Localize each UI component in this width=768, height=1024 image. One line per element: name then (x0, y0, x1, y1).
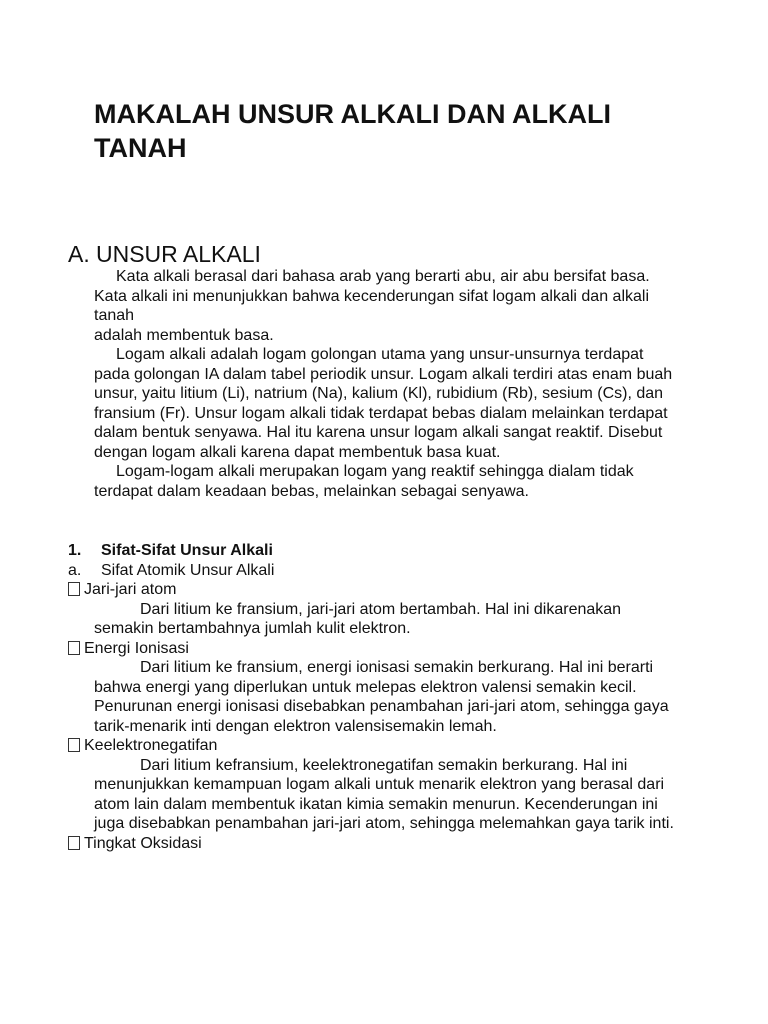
bullet-box-icon (68, 641, 80, 655)
intro-paragraph: Logam-logam alkali merupakan logam yang reaktif sehingga dialam tidak terdapat dalam keadaan bebas, melainkan sebagai senyawa. (94, 463, 634, 500)
subsection-heading-text: Sifat-Sifat Unsur Alkali (101, 542, 273, 559)
intro-paragraph: Kata alkali berasal dari bahasa arab yang berarti abu, air abu bersifat basa. (116, 268, 650, 285)
property-label: Energi Ionisasi (84, 639, 189, 657)
subsubsection-heading-text: Sifat Atomik Unsur Alkali (101, 561, 275, 579)
property-text: Dari litium ke fransium, energi ionisasi semakin berkurang. Hal ini berarti bahwa energi yang diperlukan untuk melepas elektron valensi semakin kecil. Penurunan energi ionisasi disebabkan penambahan jari-jari atom, sehingga gaya tarik-menarik inti dengan elektron valensisemakin lemah. (94, 659, 669, 735)
section-marker: A. (68, 241, 90, 267)
property-label: Keelektronegatifan (84, 737, 218, 754)
section-heading (68, 240, 261, 268)
intro-paragraph: Kata alkali ini menunjukkan bahwa kecenderungan sifat logam alkali dan alkali tanah (94, 287, 650, 324)
subsection-marker: 1. (68, 542, 82, 559)
section-heading-text: UNSUR ALKALI (96, 241, 261, 267)
property-label-row (68, 639, 680, 659)
property-label-row (68, 580, 680, 600)
subsubsection-marker: a. (68, 561, 82, 579)
subsection-heading (68, 541, 680, 561)
properties-list (68, 541, 680, 853)
intro-paragraph: adalah membentuk basa. (94, 326, 274, 344)
property-label: Tingkat Oksidasi (84, 834, 202, 852)
property-text: Dari litium kefransium, keelektronegatifan semakin berkurang. Hal ini menunjukkan kemampuan logam alkali untuk menarik elektron yang berasal dari atom lain dalam membentuk ikatan kimia semakin menurun. Kecenderungan ini juga disebabkan penambahan jari-jari atom, sehingga melemahkan gaya tarik inti. (94, 756, 674, 832)
subsubsection-heading (68, 561, 680, 581)
property-label-row (68, 736, 680, 756)
document-title: MAKALAH UNSUR ALKALI DAN ALKALI TANAH (94, 99, 611, 163)
intro-paragraph: Logam alkali adalah logam golongan utama yang unsur-unsurnya terdapat pada golongan IA dalam tabel periodik unsur. Logam alkali terdiri atas enam buah unsur, yaitu litium (Li), natrium (Na), kalium (Kl), rubidium (Rb), sesium (Cs), dan fransium (Fr). Unsur logam alkali tidak terdapat bebas dialam melainkan terdapat dalam bentuk senyawa. Hal itu karena unsur logam alkali sangat reaktif. Disebut dengan logam alkali karena dapat membentuk basa kuat. (94, 346, 673, 461)
property-text: Dari litium ke fransium, jari-jari atom bertambah. Hal ini dikarenakan semakin bertambahnya jumlah kulit elektron. (94, 600, 622, 637)
property-label: Jari-jari atom (84, 581, 177, 598)
property-label-row (68, 834, 680, 854)
bullet-box-icon (68, 582, 80, 596)
bullet-box-icon (68, 738, 80, 752)
intro-block (94, 267, 678, 501)
bullet-box-icon (68, 836, 80, 850)
